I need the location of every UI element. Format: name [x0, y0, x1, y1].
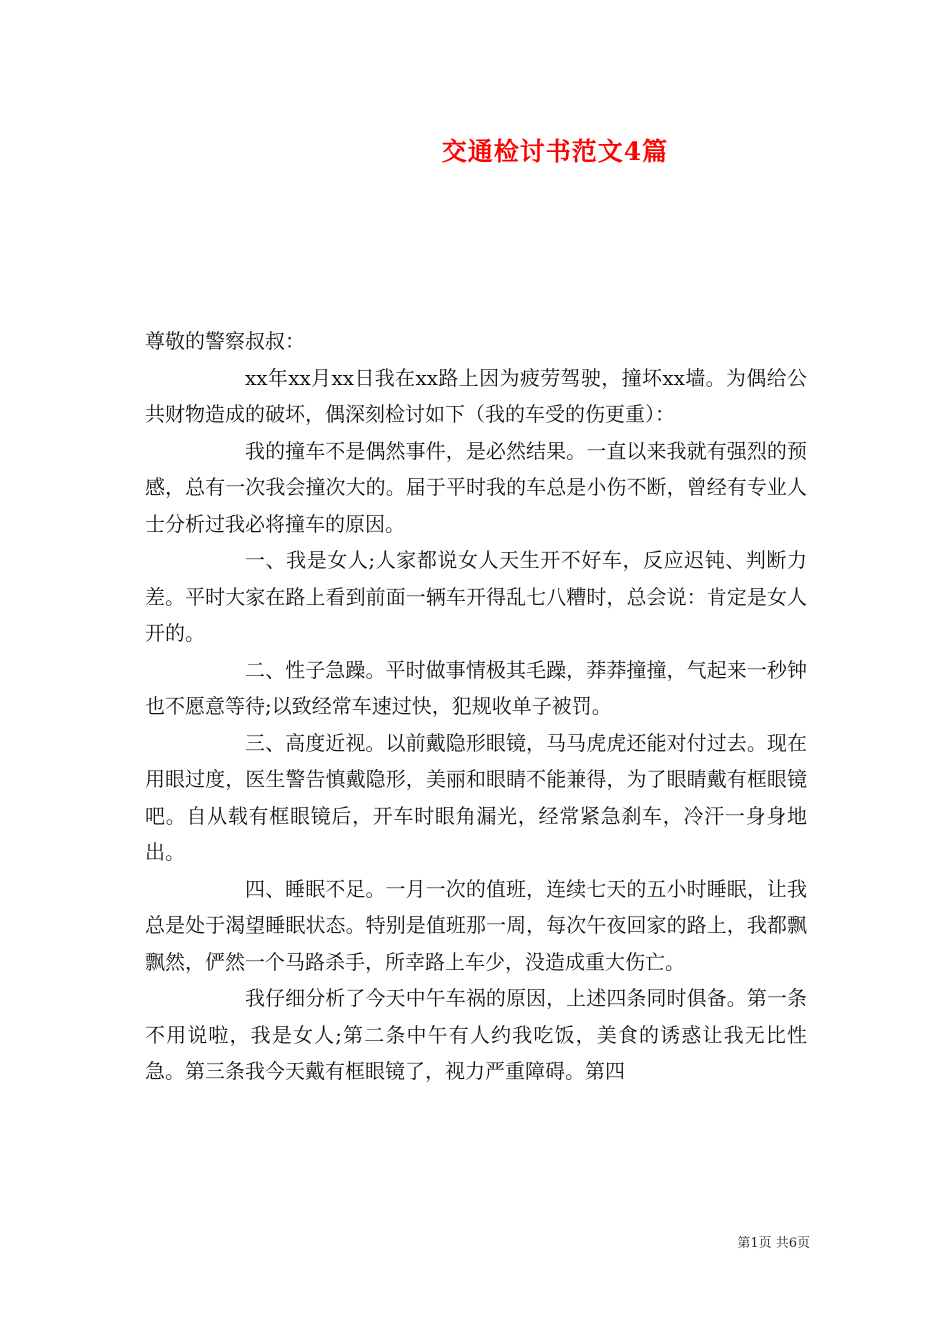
salutation: 尊敬的警察叔叔：: [145, 329, 305, 353]
document-body: [145, 323, 807, 1090]
paragraph-analysis: 我仔细分析了今天中午车祸的原因，上述四条同时俱备。第一条不用说啦，我是女人;第二条中午有人约我吃饭，美食的诱惑让我无比性急。第三条我今天戴有框眼镜了，视力严重障碍。第四: [145, 986, 807, 1083]
paragraph-reason-four: 四、睡眠不足。一月一次的值班，连续七天的五小时睡眠，让我总是处于渴望睡眠状态。特别是值班那一周，每次午夜回家的路上，我都飘飘然，俨然一个马路杀手，所幸路上车少，没造成重大伤亡。: [145, 876, 807, 974]
paragraph-reason-three: 三、高度近视。以前戴隐形眼镜，马马虎虎还能对付过去。现在用眼过度，医生警告慎戴隐形，美丽和眼睛不能兼得，为了眼睛戴有框眼镜吧。自从载有框眼镜后，开车时眼角漏光，经常紧急刹车，冷汗一身身地出。: [145, 730, 807, 864]
paragraph-intro: xx年xx月xx日我在xx路上因为疲劳驾驶，撞坏xx墙。为偶给公共财物造成的破坏，偶深刻检讨如下（我的车受的伤更重）：: [145, 365, 807, 426]
document-title: 交通检讨书范文4篇: [441, 137, 669, 166]
paragraph-cause-summary: 我的撞车不是偶然事件，是必然结果。一直以来我就有强烈的预感，总有一次我会撞次大的。届于平时我的车总是小伤不断，曾经有专业人士分析过我必将撞车的原因。: [145, 438, 807, 536]
page-number: 第1页 共6页: [737, 1236, 810, 1251]
paragraph-reason-one: 一、我是女人;人家都说女人天生开不好车，反应迟钝、判断力差。平时大家在路上看到前面一辆车开得乱七八糟时，总会说：肯定是女人开的。: [145, 548, 807, 645]
paragraph-reason-two: 二、性子急躁。平时做事情极其毛躁，莽莽撞撞，气起来一秒钟也不愿意等待;以致经常车速过快，犯规收单子被罚。: [145, 657, 807, 718]
